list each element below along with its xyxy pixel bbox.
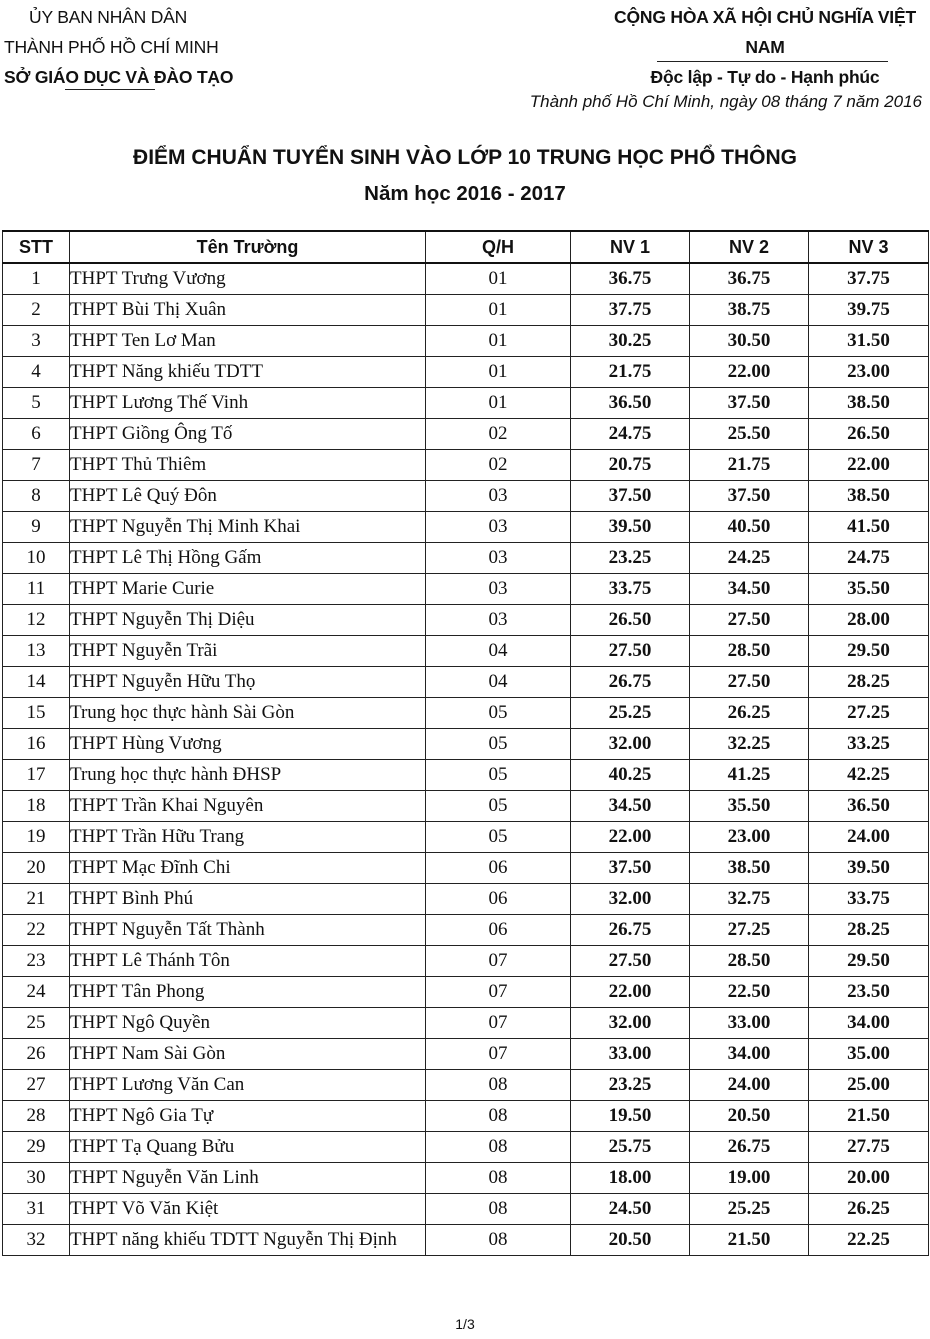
- school-name-cell: THPT Năng khiếu TDTT: [70, 357, 426, 388]
- stt-cell: 7: [3, 450, 70, 481]
- nv1-score-cell: 32.00: [571, 884, 690, 915]
- district-cell: 07: [426, 946, 571, 977]
- authority-line-2: THÀNH PHỐ HỒ CHÍ MINH: [4, 37, 219, 57]
- nv1-score-cell: 19.50: [571, 1101, 690, 1132]
- table-row: [3, 1132, 929, 1163]
- table-row: [3, 822, 929, 853]
- nv1-score-cell: 39.50: [571, 512, 690, 543]
- national-motto-line-2: Độc lập - Tự do - Hạnh phúc: [650, 67, 880, 87]
- nv3-score-cell: 28.25: [809, 915, 929, 946]
- nv1-score-cell: 37.50: [571, 853, 690, 884]
- nv2-score-cell: 38.50: [690, 853, 809, 884]
- nv1-score-cell: 26.75: [571, 915, 690, 946]
- school-name-cell: THPT Thủ Thiêm: [70, 450, 426, 481]
- stt-cell: 3: [3, 326, 70, 357]
- nv1-score-cell: 34.50: [571, 791, 690, 822]
- table-row: [3, 326, 929, 357]
- table-row: [3, 667, 929, 698]
- nv2-score-cell: 23.00: [690, 822, 809, 853]
- nv2-score-cell: 25.50: [690, 419, 809, 450]
- table-header-row: [3, 231, 929, 263]
- nv2-score-cell: 36.75: [690, 263, 809, 295]
- stt-cell: 27: [3, 1070, 70, 1101]
- nv1-score-cell: 40.25: [571, 760, 690, 791]
- district-cell: 03: [426, 605, 571, 636]
- table-row: [3, 946, 929, 977]
- nv2-score-cell: 38.75: [690, 295, 809, 326]
- nv3-score-cell: 36.50: [809, 791, 929, 822]
- stt-cell: 18: [3, 791, 70, 822]
- school-name-cell: THPT Tạ Quang Bửu: [70, 1132, 426, 1163]
- nv1-score-cell: 20.75: [571, 450, 690, 481]
- stt-cell: 4: [3, 357, 70, 388]
- school-name-cell: THPT Trần Khai Nguyên: [70, 791, 426, 822]
- nv2-score-cell: 34.00: [690, 1039, 809, 1070]
- table-row: [3, 605, 929, 636]
- nv2-score-cell: 20.50: [690, 1101, 809, 1132]
- nv1-score-cell: 36.75: [571, 263, 690, 295]
- district-cell: 05: [426, 791, 571, 822]
- nv1-score-cell: 30.25: [571, 326, 690, 357]
- district-cell: 04: [426, 636, 571, 667]
- stt-cell: 22: [3, 915, 70, 946]
- nv1-score-cell: 23.25: [571, 1070, 690, 1101]
- stt-cell: 15: [3, 698, 70, 729]
- district-cell: 01: [426, 326, 571, 357]
- nv3-score-cell: 33.75: [809, 884, 929, 915]
- stt-cell: 10: [3, 543, 70, 574]
- table-row: [3, 1194, 929, 1225]
- district-cell: 08: [426, 1194, 571, 1225]
- school-name-cell: THPT Nam Sài Gòn: [70, 1039, 426, 1070]
- district-cell: 06: [426, 884, 571, 915]
- admission-scores-table: [2, 230, 929, 1256]
- nv1-score-cell: 22.00: [571, 977, 690, 1008]
- nv1-score-cell: 18.00: [571, 1163, 690, 1194]
- school-name-cell: THPT Nguyễn Hữu Thọ: [70, 667, 426, 698]
- stt-cell: 32: [3, 1225, 70, 1256]
- nv1-score-cell: 23.25: [571, 543, 690, 574]
- table-row: [3, 853, 929, 884]
- district-cell: 03: [426, 481, 571, 512]
- nv1-score-cell: 20.50: [571, 1225, 690, 1256]
- nv2-score-cell: 25.25: [690, 1194, 809, 1225]
- stt-cell: 19: [3, 822, 70, 853]
- nv3-score-cell: 20.00: [809, 1163, 929, 1194]
- nv2-score-cell: 30.50: [690, 326, 809, 357]
- column-header-school: Tên Trường: [70, 231, 426, 263]
- nv2-score-cell: 37.50: [690, 481, 809, 512]
- nv2-score-cell: 28.50: [690, 636, 809, 667]
- school-name-cell: THPT Ngô Quyền: [70, 1008, 426, 1039]
- district-cell: 08: [426, 1101, 571, 1132]
- school-name-cell: THPT Trưng Vương: [70, 263, 426, 295]
- school-name-cell: THPT Giồng Ông Tố: [70, 419, 426, 450]
- nv2-score-cell: 32.25: [690, 729, 809, 760]
- nv3-score-cell: 25.00: [809, 1070, 929, 1101]
- nv2-score-cell: 41.25: [690, 760, 809, 791]
- table-row: [3, 977, 929, 1008]
- table-row: [3, 1070, 929, 1101]
- table-row: [3, 419, 929, 450]
- nv1-score-cell: 24.75: [571, 419, 690, 450]
- motto-underline: [657, 61, 888, 62]
- table-row: [3, 698, 929, 729]
- school-name-cell: THPT Nguyễn Tất Thành: [70, 915, 426, 946]
- nv1-score-cell: 36.50: [571, 388, 690, 419]
- nv1-score-cell: 26.75: [571, 667, 690, 698]
- nv2-score-cell: 32.75: [690, 884, 809, 915]
- nv3-score-cell: 39.75: [809, 295, 929, 326]
- nv3-score-cell: 29.50: [809, 946, 929, 977]
- issuing-authority: [4, 2, 233, 92]
- table-row: [3, 915, 929, 946]
- nv3-score-cell: 28.00: [809, 605, 929, 636]
- nv1-score-cell: 25.75: [571, 1132, 690, 1163]
- nv1-score-cell: 32.00: [571, 729, 690, 760]
- district-cell: 08: [426, 1163, 571, 1194]
- stt-cell: 11: [3, 574, 70, 605]
- school-name-cell: THPT Võ Văn Kiệt: [70, 1194, 426, 1225]
- stt-cell: 21: [3, 884, 70, 915]
- document-subtitle: Năm học 2016 - 2017: [364, 182, 566, 205]
- nv3-score-cell: 42.25: [809, 760, 929, 791]
- table-row: [3, 884, 929, 915]
- school-name-cell: THPT năng khiếu TDTT Nguyễn Thị Định: [70, 1225, 426, 1256]
- district-cell: 03: [426, 543, 571, 574]
- nv3-score-cell: 27.75: [809, 1132, 929, 1163]
- nv1-score-cell: 37.50: [571, 481, 690, 512]
- table-row: [3, 1008, 929, 1039]
- table-row: [3, 1039, 929, 1070]
- school-name-cell: THPT Trần Hữu Trang: [70, 822, 426, 853]
- nv2-score-cell: 27.50: [690, 667, 809, 698]
- district-cell: 02: [426, 450, 571, 481]
- nv2-score-cell: 35.50: [690, 791, 809, 822]
- school-name-cell: Trung học thực hành Sài Gòn: [70, 698, 426, 729]
- district-cell: 01: [426, 295, 571, 326]
- table-row: [3, 729, 929, 760]
- school-name-cell: THPT Bình Phú: [70, 884, 426, 915]
- district-cell: 03: [426, 574, 571, 605]
- school-name-cell: THPT Lương Văn Can: [70, 1070, 426, 1101]
- stt-cell: 5: [3, 388, 70, 419]
- nv3-score-cell: 38.50: [809, 388, 929, 419]
- school-name-cell: THPT Bùi Thị Xuân: [70, 295, 426, 326]
- stt-cell: 29: [3, 1132, 70, 1163]
- district-cell: 08: [426, 1132, 571, 1163]
- national-header: [605, 2, 925, 92]
- district-cell: 02: [426, 419, 571, 450]
- stt-cell: 31: [3, 1194, 70, 1225]
- table-row: [3, 295, 929, 326]
- district-cell: 04: [426, 667, 571, 698]
- school-name-cell: Trung học thực hành ĐHSP: [70, 760, 426, 791]
- table-row: [3, 481, 929, 512]
- nv3-score-cell: 22.00: [809, 450, 929, 481]
- district-cell: 01: [426, 263, 571, 295]
- document-title: ĐIỂM CHUẨN TUYỂN SINH VÀO LỚP 10 TRUNG HỌC PHỔ THÔNG: [133, 146, 797, 169]
- school-name-cell: THPT Ngô Gia Tự: [70, 1101, 426, 1132]
- column-header-nv1: NV 1: [571, 231, 690, 263]
- nv2-score-cell: 19.00: [690, 1163, 809, 1194]
- table-row: [3, 357, 929, 388]
- nv3-score-cell: 41.50: [809, 512, 929, 543]
- school-name-cell: THPT Lê Quý Đôn: [70, 481, 426, 512]
- nv1-score-cell: 37.75: [571, 295, 690, 326]
- nv2-score-cell: 27.50: [690, 605, 809, 636]
- nv1-score-cell: 25.25: [571, 698, 690, 729]
- nv3-score-cell: 23.50: [809, 977, 929, 1008]
- table-row: [3, 263, 929, 295]
- column-header-stt: STT: [3, 231, 70, 263]
- nv2-score-cell: 27.25: [690, 915, 809, 946]
- nv2-score-cell: 22.50: [690, 977, 809, 1008]
- school-name-cell: THPT Lê Thị Hồng Gấm: [70, 543, 426, 574]
- authority-line-3: SỞ GIÁO DỤC VÀ ĐÀO TẠO: [4, 67, 234, 87]
- stt-cell: 26: [3, 1039, 70, 1070]
- nv2-score-cell: 37.50: [690, 388, 809, 419]
- district-cell: 05: [426, 698, 571, 729]
- school-name-cell: THPT Lương Thế Vinh: [70, 388, 426, 419]
- district-cell: 05: [426, 760, 571, 791]
- stt-cell: 13: [3, 636, 70, 667]
- nv2-score-cell: 24.25: [690, 543, 809, 574]
- nv1-score-cell: 33.00: [571, 1039, 690, 1070]
- district-cell: 05: [426, 729, 571, 760]
- school-name-cell: THPT Ten Lơ Man: [70, 326, 426, 357]
- table-row: [3, 574, 929, 605]
- table-row: [3, 1101, 929, 1132]
- nv3-score-cell: 29.50: [809, 636, 929, 667]
- nv2-score-cell: 40.50: [690, 512, 809, 543]
- column-header-nv2: NV 2: [690, 231, 809, 263]
- school-name-cell: THPT Mạc Đĩnh Chi: [70, 853, 426, 884]
- stt-cell: 8: [3, 481, 70, 512]
- district-cell: 06: [426, 853, 571, 884]
- district-cell: 01: [426, 388, 571, 419]
- stt-cell: 6: [3, 419, 70, 450]
- nv1-score-cell: 26.50: [571, 605, 690, 636]
- district-cell: 01: [426, 357, 571, 388]
- school-name-cell: THPT Nguyễn Trãi: [70, 636, 426, 667]
- nv3-score-cell: 21.50: [809, 1101, 929, 1132]
- nv3-score-cell: 35.00: [809, 1039, 929, 1070]
- nv3-score-cell: 38.50: [809, 481, 929, 512]
- district-cell: 06: [426, 915, 571, 946]
- stt-cell: 16: [3, 729, 70, 760]
- table-body: [3, 263, 929, 1256]
- column-header-nv3: NV 3: [809, 231, 929, 263]
- nv3-score-cell: 37.75: [809, 263, 929, 295]
- nv1-score-cell: 24.50: [571, 1194, 690, 1225]
- authority-line-1: ỦY BAN NHÂN DÂN: [29, 7, 188, 27]
- district-cell: 07: [426, 977, 571, 1008]
- stt-cell: 20: [3, 853, 70, 884]
- nv3-score-cell: 24.00: [809, 822, 929, 853]
- dateline: Thành phố Hồ Chí Minh, ngày 08 tháng 7 năm 2016: [529, 92, 922, 111]
- nv2-score-cell: 22.00: [690, 357, 809, 388]
- stt-cell: 12: [3, 605, 70, 636]
- nv3-score-cell: 33.25: [809, 729, 929, 760]
- school-name-cell: THPT Hùng Vương: [70, 729, 426, 760]
- district-cell: 08: [426, 1070, 571, 1101]
- table-row: [3, 1163, 929, 1194]
- stt-cell: 14: [3, 667, 70, 698]
- nv3-score-cell: 31.50: [809, 326, 929, 357]
- table-row: [3, 1225, 929, 1256]
- nv2-score-cell: 34.50: [690, 574, 809, 605]
- nv1-score-cell: 27.50: [571, 636, 690, 667]
- nv3-score-cell: 22.25: [809, 1225, 929, 1256]
- stt-cell: 17: [3, 760, 70, 791]
- nv3-score-cell: 23.00: [809, 357, 929, 388]
- school-name-cell: THPT Nguyễn Thị Minh Khai: [70, 512, 426, 543]
- table-row: [3, 791, 929, 822]
- nv2-score-cell: 21.50: [690, 1225, 809, 1256]
- school-name-cell: THPT Nguyễn Thị Diệu: [70, 605, 426, 636]
- nv1-score-cell: 32.00: [571, 1008, 690, 1039]
- table-row: [3, 543, 929, 574]
- stt-cell: 2: [3, 295, 70, 326]
- school-name-cell: THPT Nguyễn Văn Linh: [70, 1163, 426, 1194]
- district-cell: 07: [426, 1039, 571, 1070]
- nv3-score-cell: 26.50: [809, 419, 929, 450]
- column-header-district: Q/H: [426, 231, 571, 263]
- nv2-score-cell: 33.00: [690, 1008, 809, 1039]
- nv2-score-cell: 28.50: [690, 946, 809, 977]
- table-row: [3, 388, 929, 419]
- stt-cell: 23: [3, 946, 70, 977]
- page-number: 1/3: [455, 1316, 475, 1332]
- nv1-score-cell: 22.00: [571, 822, 690, 853]
- nv2-score-cell: 24.00: [690, 1070, 809, 1101]
- nv1-score-cell: 21.75: [571, 357, 690, 388]
- nv1-score-cell: 33.75: [571, 574, 690, 605]
- nv3-score-cell: 34.00: [809, 1008, 929, 1039]
- district-cell: 08: [426, 1225, 571, 1256]
- national-motto-line-1: CỘNG HÒA XÃ HỘI CHỦ NGHĨA VIỆT NAM: [614, 7, 916, 57]
- nv2-score-cell: 26.75: [690, 1132, 809, 1163]
- nv3-score-cell: 35.50: [809, 574, 929, 605]
- district-cell: 05: [426, 822, 571, 853]
- authority-underline: [65, 89, 155, 90]
- nv3-score-cell: 26.25: [809, 1194, 929, 1225]
- nv3-score-cell: 28.25: [809, 667, 929, 698]
- table-row: [3, 760, 929, 791]
- stt-cell: 9: [3, 512, 70, 543]
- nv2-score-cell: 21.75: [690, 450, 809, 481]
- nv1-score-cell: 27.50: [571, 946, 690, 977]
- stt-cell: 1: [3, 263, 70, 295]
- stt-cell: 24: [3, 977, 70, 1008]
- stt-cell: 30: [3, 1163, 70, 1194]
- nv2-score-cell: 26.25: [690, 698, 809, 729]
- table-row: [3, 512, 929, 543]
- table-row: [3, 636, 929, 667]
- table-row: [3, 450, 929, 481]
- school-name-cell: THPT Lê Thánh Tôn: [70, 946, 426, 977]
- district-cell: 03: [426, 512, 571, 543]
- school-name-cell: THPT Marie Curie: [70, 574, 426, 605]
- district-cell: 07: [426, 1008, 571, 1039]
- stt-cell: 25: [3, 1008, 70, 1039]
- nv3-score-cell: 24.75: [809, 543, 929, 574]
- stt-cell: 28: [3, 1101, 70, 1132]
- nv3-score-cell: 39.50: [809, 853, 929, 884]
- school-name-cell: THPT Tân Phong: [70, 977, 426, 1008]
- nv3-score-cell: 27.25: [809, 698, 929, 729]
